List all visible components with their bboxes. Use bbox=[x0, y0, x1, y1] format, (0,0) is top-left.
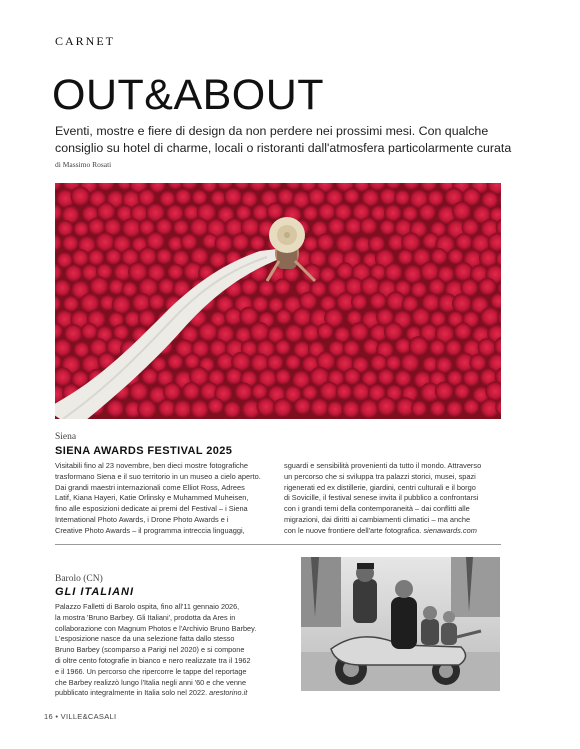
text-line: Visitabili fino al 23 novembre, ben dieci mostre fotografiche bbox=[55, 461, 248, 470]
incense-bundle bbox=[258, 280, 275, 297]
incense-bundle bbox=[429, 339, 446, 356]
incense-bundle bbox=[394, 190, 410, 206]
incense-bundle bbox=[72, 249, 90, 267]
text-line: con i grandi temi della contemporaneità – dai conflitti alle bbox=[284, 504, 470, 514]
incense-bundle bbox=[190, 400, 209, 419]
incense-bundle bbox=[351, 294, 368, 311]
incense-bundle bbox=[478, 338, 497, 357]
incense-bundle bbox=[250, 322, 270, 342]
incense-bundle bbox=[384, 204, 402, 222]
incense-bundle bbox=[232, 233, 250, 251]
incense-bundle bbox=[156, 248, 173, 265]
magazine-name: VILLE&CASALI bbox=[60, 712, 117, 721]
incense-bundle bbox=[327, 401, 344, 418]
incense-bundle bbox=[430, 400, 446, 416]
incense-bundle bbox=[344, 368, 361, 385]
incense-bundle bbox=[274, 278, 291, 295]
incense-bundle bbox=[336, 234, 355, 253]
incense-bundle bbox=[445, 339, 462, 356]
incense-bundle bbox=[207, 398, 224, 415]
incense-bundle bbox=[431, 248, 448, 265]
text-line: migrazioni, dai diritti ai cambiamenti climatici – ma anche bbox=[284, 514, 471, 524]
text-line: L'esposizione nasce da una selezione fatta dallo stesso bbox=[55, 634, 235, 644]
incense-bundle bbox=[479, 278, 497, 296]
text-line: che Barbey realizzò lungo l'Italia negli anni '60 e che venne bbox=[55, 677, 247, 687]
incense-bundle bbox=[411, 400, 427, 416]
incense-bundle bbox=[173, 219, 189, 235]
incense-bundle bbox=[158, 399, 176, 417]
incense-bundle bbox=[455, 233, 472, 250]
incense-bundle bbox=[273, 398, 292, 417]
text-line: di oltre cento fotografie in bianco e nero realizzate tra il 1962 bbox=[55, 655, 251, 665]
incense-bundle bbox=[70, 186, 90, 206]
incense-bundle bbox=[384, 263, 403, 282]
incense-bundle bbox=[463, 399, 479, 415]
incense-bundle bbox=[377, 368, 394, 385]
scooter-photo bbox=[301, 557, 500, 691]
text-line: Bruno Barbey (scomparso a Parigi nel 2020) e si compone bbox=[55, 645, 245, 655]
incense-bundle bbox=[257, 397, 276, 416]
incense-bundle bbox=[249, 235, 265, 251]
incense-bundle bbox=[480, 307, 500, 327]
incense-bundle bbox=[275, 339, 291, 355]
text-line: un percorso che si sviluppa tra palazzi storici, musei, spazi bbox=[284, 471, 476, 481]
incense-bundle bbox=[284, 324, 303, 343]
text-line: Dai grandi maestri internazionali come Elliot Ross, Adrees bbox=[55, 482, 245, 492]
incense-bundle bbox=[379, 219, 395, 235]
incense-bundle bbox=[198, 322, 218, 342]
text-fragment: con le nuove frontiere dell'arte fotografica. bbox=[284, 525, 422, 535]
barolo-website-link[interactable]: arestorino.it bbox=[209, 688, 248, 698]
incense-bundle bbox=[88, 249, 105, 266]
incense-bundle bbox=[63, 296, 79, 312]
incense-bundle bbox=[277, 188, 294, 205]
incense-bundle bbox=[122, 281, 138, 297]
incense-bundle bbox=[163, 382, 181, 400]
incense-bundle bbox=[328, 218, 346, 236]
section-label: CARNET bbox=[55, 34, 115, 48]
incense-bundle bbox=[409, 336, 429, 356]
text-line: International Photo Awards, i Drone Photo Awards e i bbox=[55, 514, 229, 524]
incense-bundle bbox=[342, 400, 360, 418]
incense-bundle bbox=[105, 248, 122, 265]
barolo-title: GLI ITALIANI bbox=[55, 586, 135, 598]
incense-bundle bbox=[310, 398, 329, 417]
siena-website-link[interactable]: sienawards.com bbox=[423, 525, 477, 535]
section-divider bbox=[55, 544, 501, 545]
incense-bundle bbox=[377, 397, 397, 417]
incense-bundle bbox=[158, 278, 175, 295]
incense-bundle bbox=[317, 323, 334, 340]
barolo-column bbox=[55, 602, 293, 699]
byline: di Massimo Rosati bbox=[55, 160, 112, 169]
incense-bundle bbox=[276, 309, 292, 325]
incense-bundle bbox=[317, 233, 335, 251]
incense-bundle bbox=[308, 188, 326, 206]
incense-bundle bbox=[350, 322, 369, 341]
incense-bundle bbox=[112, 295, 131, 314]
incense-bundle bbox=[235, 383, 253, 401]
incense-bundle bbox=[469, 354, 486, 371]
text-line-last bbox=[284, 526, 501, 537]
incense-bundle bbox=[241, 278, 258, 295]
incense-bundle bbox=[62, 235, 79, 252]
incense-bundle bbox=[148, 293, 165, 310]
incense-bundle bbox=[318, 203, 336, 221]
text-line: Latif, Kiana Hayeri, Katie Orlinsky e Muhammed Muheisen, bbox=[55, 493, 249, 503]
incense-bundle bbox=[419, 203, 437, 221]
incense-bundle bbox=[303, 236, 319, 252]
siena-column-2 bbox=[284, 461, 501, 537]
standfirst: Eventi, mostre e fiere di design da non perdere nei prossimi mesi. Con qualche consiglio su hotel di charme, locali o ristoranti dall'atmosfera particolarmente curata bbox=[55, 124, 512, 155]
incense-bundle bbox=[65, 264, 83, 282]
text-line: sguardi e sensibilità provenienti da tutto il mondo. Attraverso bbox=[284, 461, 482, 470]
incense-bundle bbox=[397, 249, 413, 265]
text-line: Creative Photo Awards – il programma intreccia linguaggi, bbox=[55, 525, 245, 535]
incense-bundle bbox=[299, 292, 317, 310]
incense-bundle bbox=[394, 370, 411, 387]
incense-bundle bbox=[435, 382, 454, 401]
incense-photo-graphic bbox=[55, 183, 501, 419]
incense-bundle bbox=[336, 383, 353, 400]
incense-bundle bbox=[181, 233, 198, 250]
incense-bundle bbox=[454, 383, 470, 399]
incense-bundle bbox=[369, 292, 386, 309]
incense-bundle bbox=[293, 308, 312, 327]
page-footer bbox=[44, 712, 116, 721]
incense-bundle bbox=[167, 264, 184, 281]
incense-bundle bbox=[266, 203, 283, 220]
incense-bundle bbox=[345, 218, 363, 236]
incense-bundle bbox=[359, 399, 379, 419]
incense-bundle bbox=[90, 276, 109, 295]
text-line: collaborazione con Magnum Photos e l'Archivio Bruno Barbey. bbox=[55, 623, 257, 633]
incense-photo bbox=[55, 183, 501, 419]
scooter-photo-graphic bbox=[301, 557, 500, 691]
incense-bundle bbox=[81, 323, 98, 340]
incense-bundle bbox=[73, 221, 89, 237]
text-line: trasformano Siena e il suo territorio in un museo a cielo aperto. bbox=[55, 471, 261, 481]
text-line: Palazzo Falletti di Barolo ospita, fino all'11 gennaio 2026, bbox=[55, 602, 240, 611]
incense-bundle bbox=[379, 188, 397, 206]
incense-bundle bbox=[454, 323, 472, 341]
incense-bundle bbox=[446, 400, 463, 417]
incense-bundle bbox=[344, 188, 360, 204]
incense-bundle bbox=[215, 234, 233, 252]
incense-bundle bbox=[57, 220, 74, 237]
incense-bundle bbox=[302, 205, 318, 221]
incense-bundle bbox=[106, 399, 124, 417]
siena-column-1 bbox=[55, 461, 271, 537]
incense-bundle bbox=[167, 353, 184, 370]
text-line: fino alle esposizioni dedicate ai premi del Festival – i Siena bbox=[55, 504, 248, 514]
text-line-last bbox=[55, 688, 293, 699]
incense-bundle bbox=[267, 354, 284, 371]
incense-bundle bbox=[137, 399, 157, 419]
incense-bundle bbox=[352, 382, 371, 401]
incense-bundle bbox=[275, 369, 291, 385]
footer-separator: • bbox=[55, 712, 59, 721]
incense-bundle bbox=[428, 278, 445, 295]
incense-bundle bbox=[452, 293, 472, 313]
incense-bundle bbox=[224, 401, 241, 418]
siena-kicker: Siena bbox=[55, 432, 77, 442]
text-fragment: pubblicato integralmente in Italia solo nel 2022. bbox=[55, 688, 208, 698]
text-line: la mostra 'Bruno Barbey. Gli Italiani', prodotta da Ares in bbox=[55, 612, 236, 622]
page-number: 16 bbox=[44, 712, 53, 721]
text-line: e il 1966. Un percorso che ripercorre le tappe del reportage bbox=[55, 666, 247, 676]
incense-bundle bbox=[132, 293, 151, 312]
incense-bundle bbox=[285, 354, 301, 370]
incense-bundle bbox=[225, 368, 242, 385]
siena-title: SIENA AWARDS FESTIVAL 2025 bbox=[55, 445, 233, 457]
incense-bundle bbox=[141, 368, 158, 385]
incense-bundle bbox=[182, 382, 200, 400]
incense-bundle bbox=[129, 382, 149, 402]
incense-bundle bbox=[360, 217, 378, 235]
incense-bundle bbox=[401, 353, 420, 372]
incense-bundle bbox=[386, 355, 402, 371]
incense-bundle bbox=[336, 262, 353, 279]
incense-bundle bbox=[224, 187, 243, 206]
incense-bundle bbox=[173, 400, 192, 419]
barolo-kicker: Barolo (CN) bbox=[55, 574, 103, 584]
incense-bundle bbox=[294, 398, 311, 415]
incense-bundle bbox=[452, 201, 471, 220]
text-line: di Sovicille, il festival senese invita il pubblico a confrontarsi bbox=[284, 493, 479, 503]
text-line: rigenerati ed ex distillerie, giardini, centri culturali e il borgo bbox=[284, 482, 476, 492]
page-headline: OUT&ABOUT bbox=[52, 71, 325, 119]
incense-bundle bbox=[175, 188, 192, 205]
incense-bundle bbox=[454, 262, 473, 281]
